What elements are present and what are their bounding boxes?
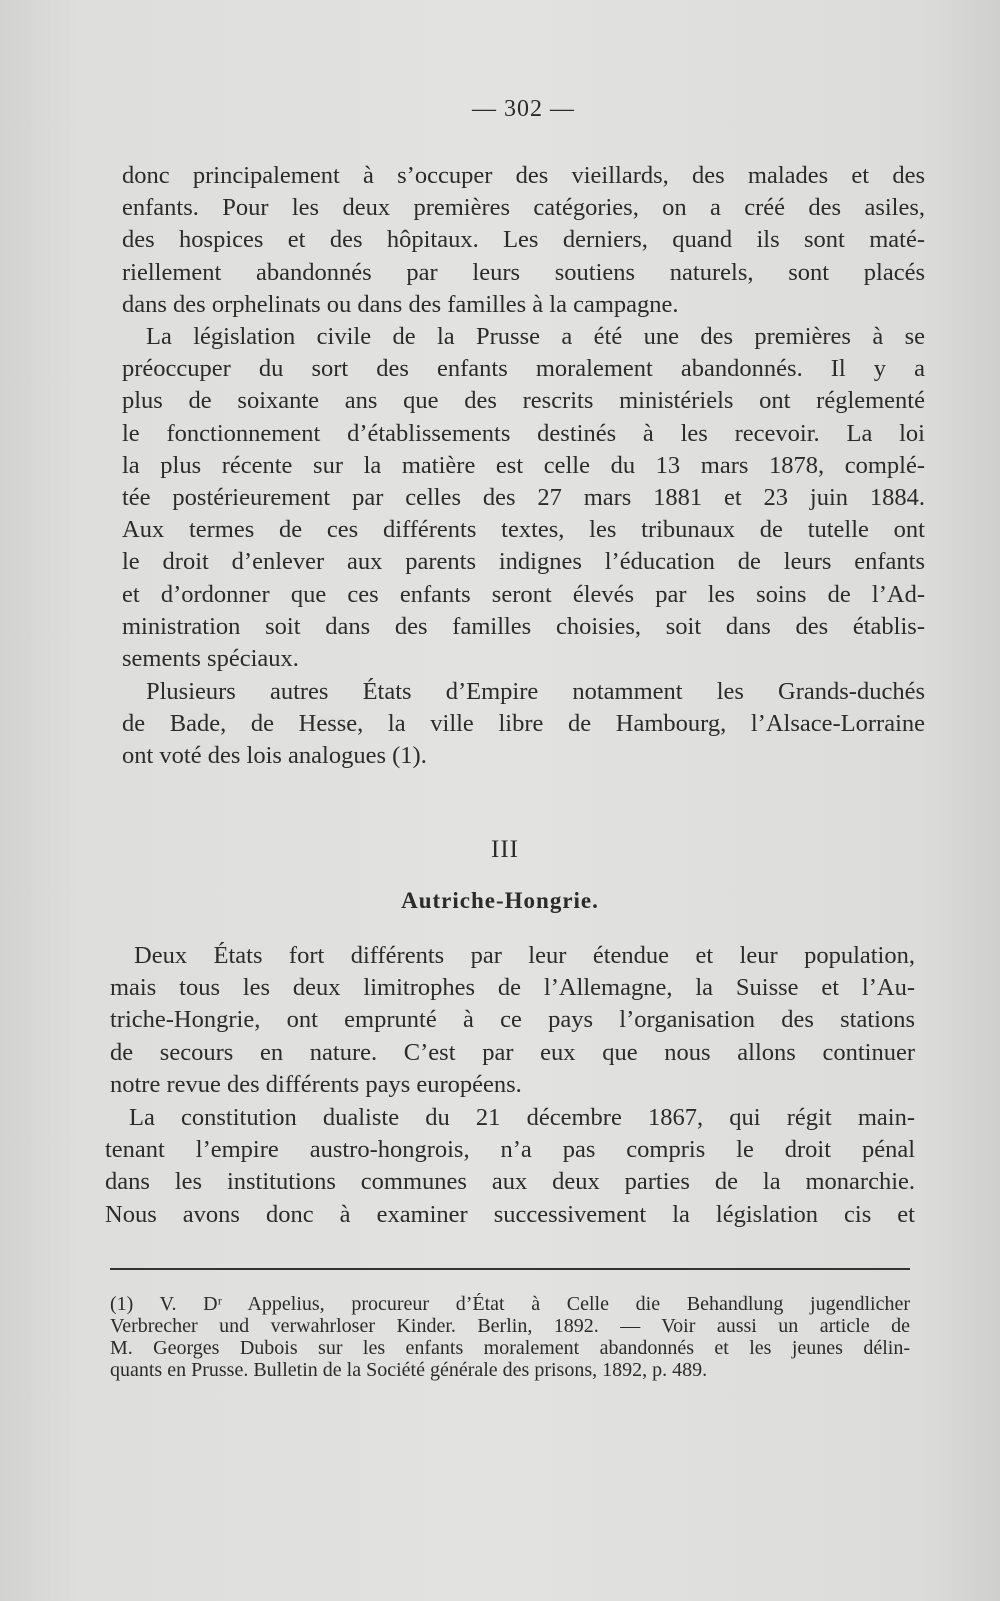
text-line: ministration soit dans des familles choisies, soit dans des établis- [122, 612, 925, 640]
footnote-line: M. Georges Dubois sur les enfants moralement abandonnés et les jeunes délin- [110, 1337, 910, 1359]
footnote [110, 1293, 910, 1381]
footnote-line: quants en Prusse. Bulletin de la Société générale des prisons, 1892, p. 489. [110, 1359, 708, 1381]
text-line: et d’ordonner que ces enfants seront élevés par les soins de l’Ad- [122, 580, 925, 608]
text-line: riellement abandonnés par leurs soutiens naturels, sont placés [122, 258, 925, 286]
paragraph [122, 160, 925, 321]
text-line: Deux États fort différents par leur étendue et leur population, [134, 942, 915, 969]
text-line: triche-Hongrie, ont emprunté à ce pays l’organisation des stations [110, 1006, 915, 1034]
text-line: sements spéciaux. [122, 645, 299, 673]
text-line: tée postérieurement par celles des 27 mars 1881 et 23 juin 1884. [122, 484, 925, 512]
text-line: La législation civile de la Prusse a été une des premières à se [146, 323, 925, 350]
text-line: ont voté des lois analogues (1). [122, 742, 427, 770]
footnote-line: (1) V. Dʳ Appelius, procureur d’État à Celle die Behandlung jugendlicher [110, 1293, 910, 1315]
footnote-line: Verbrecher und verwahrloser Kinder. Berlin, 1892. — Voir aussi un article de [110, 1315, 910, 1337]
text-line: enfants. Pour les deux premières catégories, on a créé des asiles, [122, 194, 925, 222]
text-line: La constitution dualiste du 21 décembre 1867, qui régit main- [129, 1104, 915, 1131]
text-line: notre revue des différents pays européens. [110, 1070, 522, 1098]
text-line: Aux termes de ces différents textes, les tribunaux de tutelle ont [122, 516, 925, 544]
paragraph [105, 1102, 915, 1231]
text-line: de secours en nature. C’est par eux que nous allons continuer [110, 1038, 915, 1066]
text-line: Nous avons donc à examiner successivement la législation cis et [105, 1200, 915, 1228]
text-line: dans des orphelinats ou dans des familles à la campagne. [122, 290, 679, 318]
page-number: — 302 — [472, 96, 575, 122]
paragraph [122, 676, 925, 773]
text-line: le droit d’enlever aux parents indignes l’éducation de leurs enfants [122, 548, 925, 576]
paragraph [110, 940, 915, 1101]
text-line: Plusieurs autres États d’Empire notamment les Grands-duchés [146, 678, 925, 705]
text-line: des hospices et des hôpitaux. Les derniers, quand ils sont maté- [122, 226, 925, 254]
footnote-divider [110, 1268, 910, 1270]
text-line: donc principalement à s’occuper des vieillards, des malades et des [122, 162, 925, 189]
text-line: tenant l’empire austro-hongrois, n’a pas compris le droit pénal [105, 1136, 915, 1164]
text-line: plus de soixante ans que des rescrits ministériels ont réglementé [122, 387, 925, 415]
paragraph [122, 321, 925, 675]
text-line: préoccuper du sort des enfants moralement abandonnés. Il y a [122, 355, 925, 383]
text-line: le fonctionnement d’établissements destinés à les recevoir. La loi [122, 419, 925, 447]
text-line: dans les institutions communes aux deux parties de la monarchie. [105, 1168, 915, 1196]
text-line: de Bade, de Hesse, la ville libre de Hambourg, l’Alsace-Lorraine [122, 710, 925, 738]
text-line: la plus récente sur la matière est celle du 13 mars 1878, complé- [122, 451, 925, 479]
section-number: III [491, 836, 519, 863]
section-title: Autriche-Hongrie. [401, 888, 599, 913]
text-line: mais tous les deux limitrophes de l’Allemagne, la Suisse et l’Au- [110, 974, 915, 1002]
